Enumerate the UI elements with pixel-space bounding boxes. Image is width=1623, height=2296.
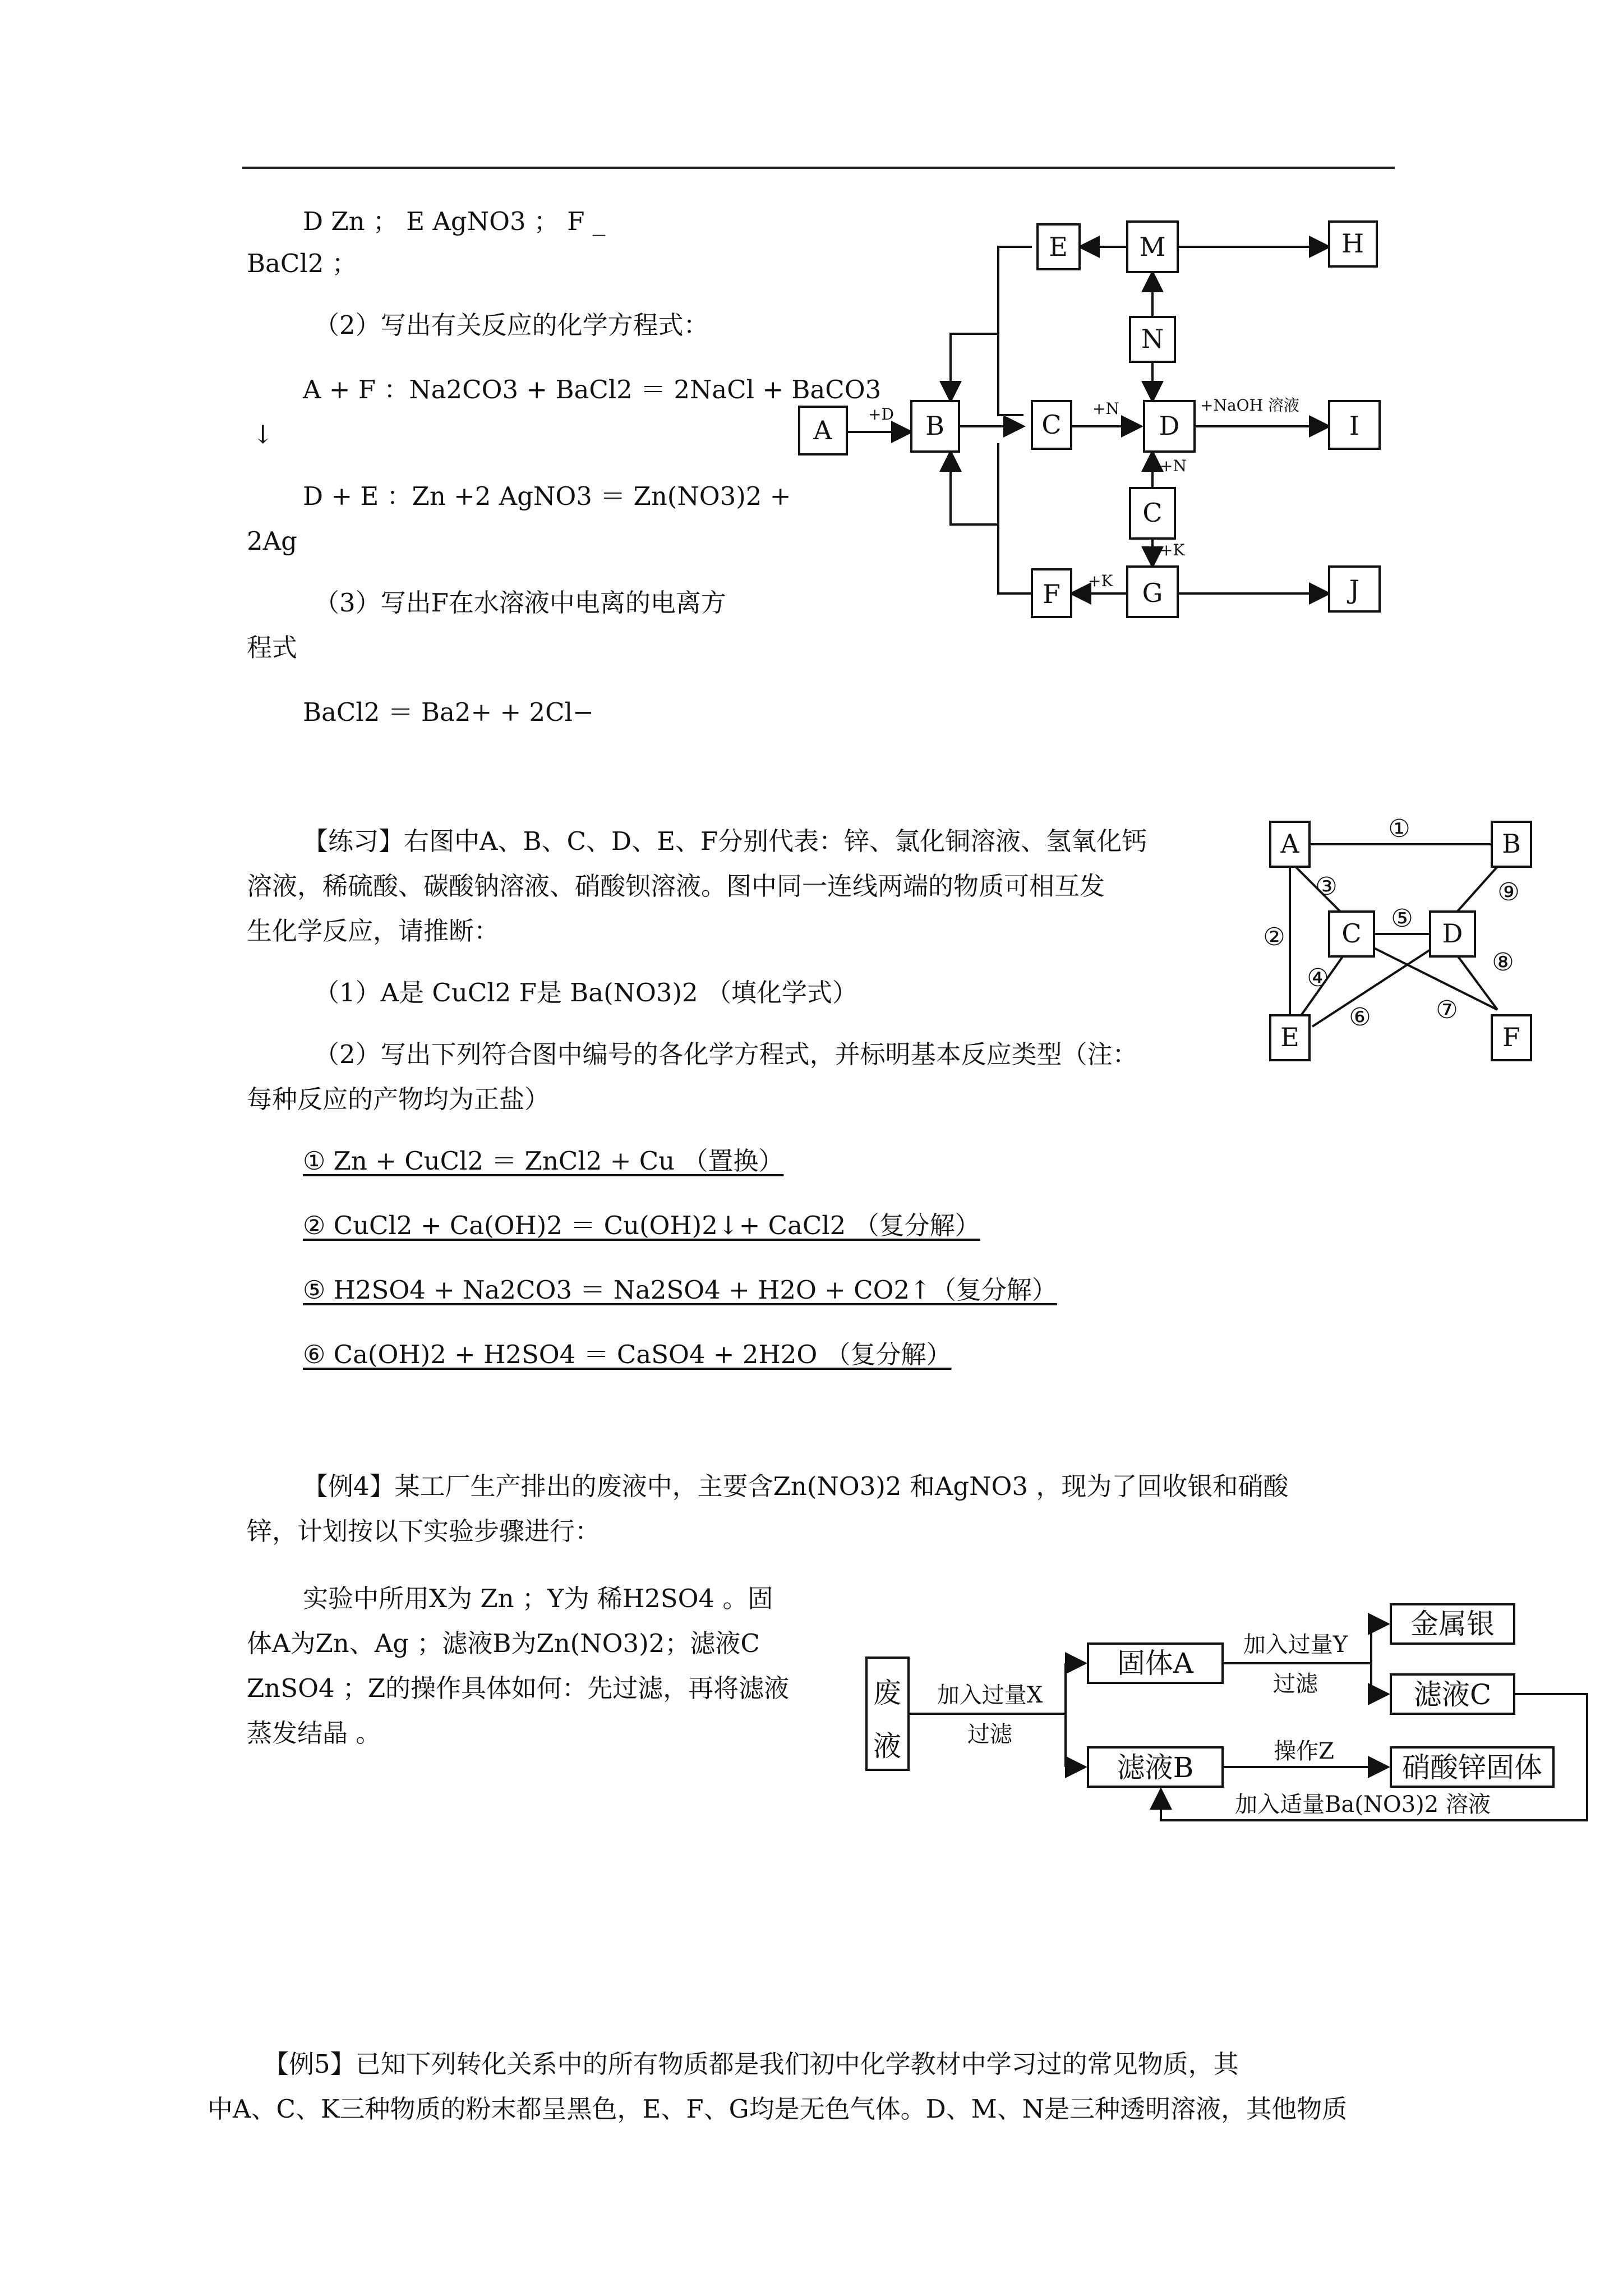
- answer-line-2: BaCl2 ；: [247, 249, 357, 278]
- node-f-label: F: [1502, 1022, 1520, 1052]
- node-e-label: E: [1280, 1022, 1299, 1052]
- equation-d-e: D + E ：Zn +2 AgNO3 ＝ Zn(NO3)2 +: [303, 481, 791, 511]
- node-h-label: H: [1341, 228, 1364, 259]
- edge-label-plus-n: +N: [1092, 399, 1119, 418]
- node-m-label: M: [1139, 232, 1166, 262]
- practice-equation-5: ⑤ H2SO4 + Na2CO3 ＝ Na2SO4 + H2O + CO2↑（复分解）: [303, 1275, 1057, 1305]
- node-c2-label: C: [1142, 498, 1163, 528]
- example4-para-1: 【例4】某工厂生产排出的废液中，主要含Zn(NO3)2 和AgNO3 ，现为了回收银和硝酸: [303, 1471, 1289, 1501]
- node-d-label: D: [1442, 918, 1463, 949]
- node-c-label: C: [1341, 918, 1362, 949]
- example5-para-2: 中A、C、K三种物质的粉末都呈黑色，E、F、G均是无色气体。D、M、N是三种透明溶液，其他物质: [208, 2094, 1348, 2124]
- reaction-network-diagram: [785, 208, 1402, 634]
- ionization-equation: BaCl2 ＝ Ba2+ + 2Cl−: [303, 697, 594, 727]
- edge-label-3: ③: [1315, 872, 1338, 901]
- answer-line-1: D Zn ； E AgNO3 ； F _: [303, 206, 606, 236]
- edge-label-4: ④: [1307, 964, 1329, 992]
- recovery-flowchart: [864, 1588, 1593, 1840]
- example4-answer-4: 蒸发结晶 。: [247, 1718, 381, 1748]
- edge-label-plus-k: +K: [1160, 541, 1185, 559]
- practice-para-1: 【练习】右图中A、B、C、D、E、F分别代表：锌、氯化铜溶液、氢氧化钙: [303, 826, 1147, 856]
- node-e-label: E: [1049, 232, 1068, 262]
- waste-label-2: 液: [873, 1730, 901, 1763]
- edge-label-6: ⑥: [1349, 1003, 1371, 1032]
- waste-label-1: 废: [873, 1677, 901, 1709]
- edge-label-8: ⑧: [1492, 948, 1514, 977]
- practice-q2-cont: 每种反应的产物均为正盐）: [247, 1084, 550, 1114]
- step-add-x: 加入过量X: [937, 1682, 1043, 1708]
- edge-label-naoh: +NaOH 溶液: [1200, 396, 1299, 415]
- edge-label-9: ⑨: [1497, 878, 1520, 907]
- filtrate-c-label: 滤液C: [1413, 1678, 1492, 1711]
- filtrate-b-label: 滤液B: [1117, 1751, 1194, 1784]
- node-n-label: N: [1141, 324, 1164, 354]
- node-d-label: D: [1159, 411, 1180, 441]
- step-filter-1: 过滤: [967, 1722, 1012, 1747]
- practice-q1: （1）A是 CuCl2 F是 Ba(NO3)2 （填化学式）: [314, 978, 857, 1007]
- step-add-ba: 加入适量Ba(NO3)2 溶液: [1235, 1792, 1491, 1818]
- equation-a-f: A + F ：Na2CO3 + BaCl2 ＝ 2NaCl + BaCO3: [303, 375, 882, 404]
- practice-equation-6: ⑥ Ca(OH)2 + H2SO4 ＝ CaSO4 + 2H2O （复分解）: [303, 1340, 952, 1369]
- example4-para-2: 锌，计划按以下实验步骤进行：: [247, 1516, 601, 1546]
- step-filter-2: 过滤: [1273, 1671, 1318, 1697]
- node-g-label: G: [1142, 578, 1163, 608]
- silver-label: 金属银: [1410, 1608, 1495, 1640]
- zinc-nitrate-solid-label: 硝酸锌固体: [1402, 1751, 1542, 1784]
- node-a-label: A: [1280, 829, 1299, 859]
- equation-a-f-arrow: ↓: [252, 420, 274, 449]
- edge-label-plus-k-2: +K: [1088, 572, 1113, 590]
- edge-label-plus-d: +D: [868, 405, 894, 424]
- question-2: （2）写出有关反应的化学方程式：: [314, 310, 709, 340]
- edge-label-7: ⑦: [1436, 996, 1458, 1024]
- practice-equation-2: ② CuCl2 + Ca(OH)2 ＝ Cu(OH)2↓+ CaCl2 （复分解）: [303, 1211, 980, 1240]
- step-add-y: 加入过量Y: [1243, 1632, 1348, 1658]
- edge-label-1: ①: [1388, 815, 1410, 843]
- node-f-label: F: [1043, 579, 1061, 609]
- solid-a-label: 固体A: [1117, 1647, 1194, 1680]
- node-b-label: B: [925, 411, 944, 441]
- node-a-label: A: [813, 415, 832, 445]
- header-rule: [242, 167, 1395, 169]
- node-b-label: B: [1502, 829, 1521, 859]
- question-3: （3）写出F在水溶液中电离的电离方: [314, 588, 726, 618]
- example5-para-1: 【例5】已知下列转化关系中的所有物质都是我们初中化学教材中学习过的常见物质，其: [264, 2049, 1239, 2079]
- reaction-pair-diagram: [1262, 808, 1542, 1066]
- node-i-label: I: [1349, 411, 1360, 441]
- practice-q2: （2）写出下列符合图中编号的各化学方程式，并标明基本反应类型（注：: [314, 1039, 1138, 1069]
- example4-answer-1: 实验中所用X为 Zn ；Y为 稀H2SO4 。固: [303, 1584, 773, 1613]
- equation-d-e-cont: 2Ag: [247, 526, 297, 556]
- question-3-cont: 程式: [247, 633, 298, 662]
- edge-label-plus-n-2: +N: [1160, 457, 1187, 475]
- node-j-label: J: [1349, 574, 1360, 605]
- node-c-label: C: [1041, 409, 1062, 440]
- practice-para-2: 溶液，稀硫酸、碳酸钠溶液、硝酸钡溶液。图中同一连线两端的物质可相互发: [247, 871, 1105, 901]
- edge-label-2: ②: [1263, 923, 1285, 951]
- edge-label-5: ⑤: [1391, 904, 1413, 933]
- example4-answer-2: 体A为Zn、Ag ；滤液B为Zn(NO3)2；滤液C: [247, 1628, 760, 1658]
- practice-para-3: 生化学反应，请推断：: [247, 916, 500, 946]
- practice-equation-1: ① Zn + CuCl2 ＝ ZnCl2 + Cu （置换）: [303, 1146, 784, 1176]
- example4-answer-3: ZnSO4 ；Z的操作具体如何：先过滤，再将滤液: [247, 1673, 790, 1703]
- step-operation-z: 操作Z: [1274, 1738, 1334, 1764]
